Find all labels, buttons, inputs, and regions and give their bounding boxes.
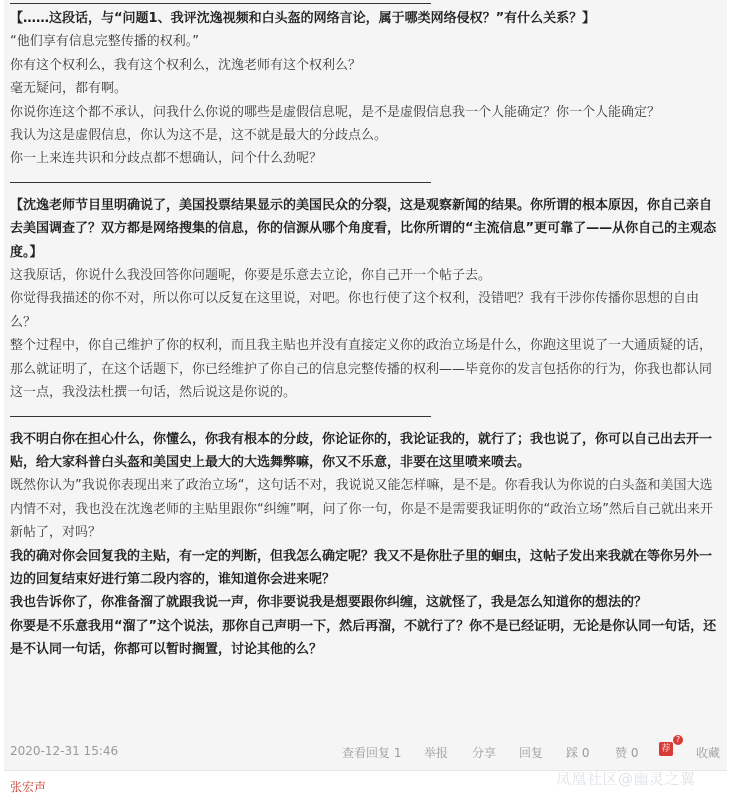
paragraph: 你一上来连共识和分歧点都不想确认，问个什么劲呢？ <box>10 151 323 167</box>
bold-paragraph: 【沈逸老师节目里明确说了，美国投票结果显示的美国民众的分裂，这是观察新闻的结果。你所谓的根本原因，你自己亲自去美国调查了？双方都是网络搜集的信息，你的信源从哪个角度看，比你所谓的“主流信息”更可靠了——从你自己的主观态度。】 <box>10 197 717 260</box>
like-button[interactable]: 赞 0 <box>615 746 639 760</box>
paragraph: 既然你认为”我说你表现出来了政治立场“，这句话不对，我说说又能怎样嘛，是不是。你看我认为你说的白头盔和美国大选内情不对，我也没在沈逸老师的主贴里跟你“纠缠”啊，问了你一句，你是不是需要我证明你的“政治立场”然后自己就出来开新帖了，对吗？ <box>10 478 713 541</box>
paragraph: 毫无疑问，都有啊。 <box>10 81 128 97</box>
post-container <box>4 0 727 770</box>
bold-paragraph: 【……这段话，与“问题1、我评沈逸视频和白头盔的网络言论，属于哪类网络侵权？”有什么关系？】 <box>10 11 596 26</box>
author-name[interactable]: 张宏声 <box>10 780 47 794</box>
bold-paragraph: 我不明白你在担心什么，你懂么，你我有根本的分歧，你论证你的，我论证我的，就行了；我也说了，你可以自己出去开一贴，给大家科普白头盔和美国史上最大的大选舞弊嘛，你又不乐意，非要在这里喷来喷去。 <box>10 431 713 470</box>
paragraph: 我认为这是虚假信息，你认为这不是，这不就是最大的分歧点么。 <box>10 128 388 144</box>
dislike-button[interactable]: 踩 0 <box>566 746 590 760</box>
post-footer <box>4 735 727 767</box>
reply-link[interactable]: 回复 <box>519 746 544 760</box>
paragraph: “他们享有信息完整传播的权利。” <box>10 34 199 50</box>
separator-rule <box>10 416 431 417</box>
share-link[interactable]: 分享 <box>472 746 497 760</box>
bold-paragraph: 你要是不乐意我用“溜了”这个说法，那你自己声明一下，然后再溜，不就行了？你不是已经证明，无论是你认同一句话，还是不认同一句话，你都可以暂时搁置，讨论其他的么？ <box>10 618 717 658</box>
collect-link[interactable]: 收藏 <box>696 746 721 760</box>
paragraph: 整个过程中，你自己维护了你的权利，而且我主贴也并没有直接定义你的政治立场是什么，你跑这里说了一大通质疑的话，那么就证明了，在这个话题下，你已经维护了你自己的信息完整传播的权利——毕竟你的发言包括你的行为，你我也都认同这一点，我没法杜撰一句话，然后说这是你说的。 <box>10 338 713 401</box>
paragraph: 你有这个权利么，我有这个权利么，沈逸老师有这个权利么？ <box>10 57 362 73</box>
watermark: 凤凰社区@幽灵之翼 <box>556 770 696 788</box>
bold-paragraph: 我也告诉你了，你准备溜了就跟我说一声，你非要说我是想要跟你纠缠，这就怪了，我是怎么知道你的想法的？ <box>10 595 648 611</box>
recommend-badge: ? <box>673 735 683 745</box>
paragraph: 这我原话，你说什么我没回答你问题呢，你要是乐意去立论，你自己开一个帖子去。 <box>10 268 492 284</box>
recommend-icon[interactable]: 荐 <box>659 742 673 756</box>
post-content <box>10 0 722 662</box>
post-timestamp: 2020-12-31 15:46 <box>10 744 119 758</box>
paragraph: 你觉得我描述的你不对，所以你可以反复在这里说，对吧。你也行使了这个权利，没错吧？我有干涉你传播你思想的自由么？ <box>10 291 700 330</box>
report-link[interactable]: 举报 <box>424 746 449 760</box>
separator-rule <box>10 3 431 4</box>
bold-paragraph: 我的确对你会回复我的主贴，有一定的判断，但我怎么确定呢？我又不是你肚子里的蛔虫，这帖子发出来我就在等你另外一边的回复结束好进行第二段内容的，谁知道你会进来呢？ <box>10 548 713 587</box>
view-reply-link[interactable]: 查看回复 1 <box>342 746 402 760</box>
separator-rule <box>10 182 431 183</box>
paragraph: 你说你连这个都不承认，问我什么你说的哪些是虚假信息呢，是不是虚假信息我一个人能确定？你一个人能确定？ <box>10 104 661 120</box>
